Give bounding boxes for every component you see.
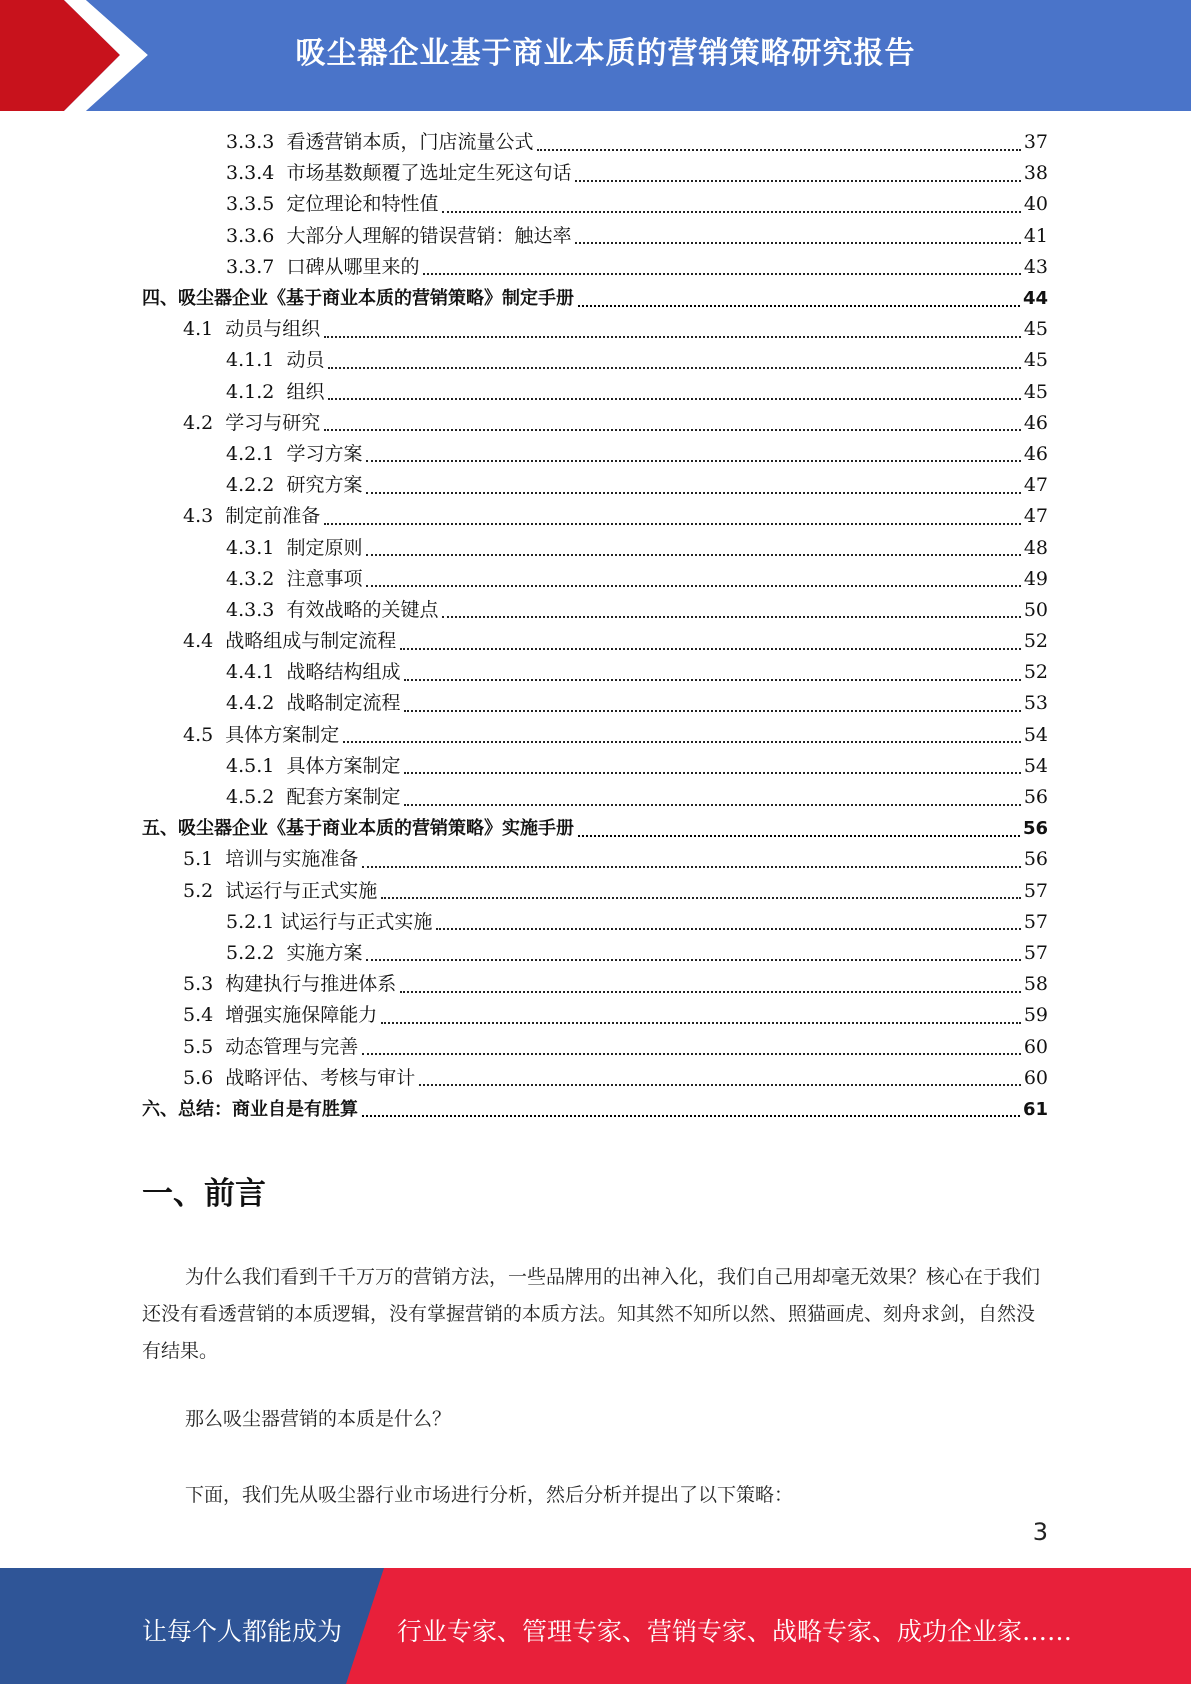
toc-entry-number: 4.3.3 xyxy=(226,598,287,621)
toc-leader-dots xyxy=(324,523,1021,525)
toc-entry-number: 3.3.3 xyxy=(226,131,287,154)
toc-entry-title: 有效战略的关键点 xyxy=(286,598,439,621)
toc-entry-title: 战略制定流程 xyxy=(286,692,401,715)
toc-entry-page: 47 xyxy=(1023,474,1048,497)
toc-entry-number: 4.4.2 xyxy=(226,692,287,715)
toc-entry[interactable] xyxy=(0,564,1191,595)
toc-entry[interactable] xyxy=(0,283,1191,314)
toc-entry-page: 53 xyxy=(1023,692,1048,715)
toc-entry[interactable] xyxy=(0,1000,1191,1031)
toc-leader-dots xyxy=(366,959,1020,961)
toc-entry-number: 3.3.6 xyxy=(226,224,287,247)
toc-entry-title: 构建执行与推进体系 xyxy=(225,973,397,996)
toc-leader-dots xyxy=(578,305,1020,307)
toc-entry-number: 5.5 xyxy=(183,1035,226,1058)
toc-entry[interactable] xyxy=(0,751,1191,782)
toc-leader-dots xyxy=(436,928,1020,930)
toc-entry-number: 5.3 xyxy=(183,973,226,996)
toc-entry-number: 5.2.2 xyxy=(226,941,287,964)
toc-leader-dots xyxy=(404,679,1020,681)
toc-entry-page: 58 xyxy=(1023,973,1048,996)
toc-entry[interactable] xyxy=(0,314,1191,345)
toc-entry[interactable] xyxy=(0,158,1191,189)
toc-entry-page: 43 xyxy=(1023,255,1048,278)
paragraph: 为什么我们看到千千万万的营销方法，一些品牌用的出神入化，我们自己用却毫无效果？核心在于我们还没有看透营销的本质逻辑，没有掌握营销的本质方法。知其然不知所以然、照猫画虎、刻舟求剑，自然没有结果。 xyxy=(142,1266,1041,1362)
toc-entry-title: 培训与实施准备 xyxy=(225,848,359,871)
toc-entry-page: 38 xyxy=(1023,162,1048,185)
toc-entry-title: 制定前准备 xyxy=(225,505,321,528)
toc-entry[interactable] xyxy=(0,657,1191,688)
toc-entry[interactable] xyxy=(0,969,1191,1000)
page-footer xyxy=(0,1568,1191,1684)
toc-entry[interactable] xyxy=(0,408,1191,439)
toc-entry-number: 4.2.2 xyxy=(226,474,287,497)
toc-leader-dots xyxy=(328,367,1020,369)
footer-slogan-left: 让每个人都能成为 xyxy=(142,1617,343,1646)
toc-entry[interactable] xyxy=(0,470,1191,501)
paragraph: 那么吸尘器营销的本质是什么？ xyxy=(185,1408,452,1430)
toc-entry-title: 市场基数颠覆了选址定生死这句话 xyxy=(286,162,572,185)
toc-entry[interactable] xyxy=(0,720,1191,751)
toc-entry-page: 56 xyxy=(1023,848,1048,871)
toc-entry-title: 动态管理与完善 xyxy=(225,1035,359,1058)
toc-leader-dots xyxy=(366,492,1020,494)
toc-entry-title: 动员与组织 xyxy=(225,318,321,341)
toc-entry-title: 试运行与正式实施 xyxy=(225,879,378,902)
toc-leader-dots xyxy=(404,772,1020,774)
toc-entry-number: 4.1.2 xyxy=(226,380,287,403)
toc-entry-number: 4.1.1 xyxy=(226,349,287,372)
toc-leader-dots xyxy=(366,460,1020,462)
toc-entry-title: 定位理论和特性值 xyxy=(286,193,439,216)
toc-entry-page: 49 xyxy=(1023,567,1048,590)
toc-leader-dots xyxy=(442,616,1020,618)
toc-leader-dots xyxy=(423,273,1020,275)
toc-entry-number: 5.2 xyxy=(183,879,226,902)
toc-entry[interactable] xyxy=(0,501,1191,532)
toc-entry-title: 实施方案 xyxy=(286,941,363,964)
report-title: 吸尘器企业基于商业本质的营销策略研究报告 xyxy=(295,36,916,71)
toc-entry[interactable] xyxy=(0,252,1191,283)
toc-entry[interactable] xyxy=(0,782,1191,813)
toc-entry-number: 4.1 xyxy=(183,318,226,341)
toc-entry[interactable] xyxy=(0,439,1191,470)
toc-entry[interactable] xyxy=(0,1031,1191,1062)
toc-leader-dots xyxy=(366,585,1020,587)
page-header xyxy=(0,0,1191,111)
toc-entry-title: 学习与研究 xyxy=(225,411,321,434)
toc-entry-page: 60 xyxy=(1023,1035,1048,1058)
toc-entry-page: 54 xyxy=(1023,754,1048,777)
toc-entry-title: 战略组成与制定流程 xyxy=(225,630,397,653)
toc-entry-title: 吸尘器企业《基于商业本质的营销策略》实施手册 xyxy=(178,818,574,840)
toc-entry[interactable] xyxy=(0,377,1191,408)
toc-entry-number: 5.1 xyxy=(183,848,226,871)
toc-leader-dots xyxy=(575,242,1020,244)
toc-entry-number: 4.2.1 xyxy=(226,442,287,465)
toc-entry-title: 学习方案 xyxy=(286,442,363,465)
toc-leader-dots xyxy=(404,804,1020,806)
toc-entry-page: 56 xyxy=(1023,786,1048,809)
toc-entry-number: 5.4 xyxy=(183,1004,226,1027)
toc-entry-number: 4.5.1 xyxy=(226,754,287,777)
toc-entry-number: 4.4.1 xyxy=(226,661,287,684)
toc-leader-dots xyxy=(537,149,1020,151)
table-of-contents xyxy=(0,127,1191,1125)
toc-entry-page: 48 xyxy=(1023,536,1048,559)
toc-leader-dots xyxy=(578,835,1020,837)
toc-entry[interactable] xyxy=(0,844,1191,875)
toc-entry-number: 六、 xyxy=(142,1098,178,1120)
toc-entry-title: 大部分人理解的错误营销：触达率 xyxy=(286,224,572,247)
toc-entry-page: 52 xyxy=(1023,630,1048,653)
toc-entry[interactable] xyxy=(0,127,1191,158)
toc-entry[interactable] xyxy=(0,938,1191,969)
toc-entry[interactable] xyxy=(0,595,1191,626)
toc-entry-page: 45 xyxy=(1023,318,1048,341)
toc-entry-number: 3.3.4 xyxy=(226,162,287,185)
toc-entry-title: 研究方案 xyxy=(286,474,363,497)
toc-entry-title: 口碑从哪里来的 xyxy=(286,255,420,278)
toc-entry[interactable] xyxy=(0,626,1191,657)
toc-leader-dots xyxy=(362,1053,1021,1055)
toc-entry-page: 54 xyxy=(1023,723,1048,746)
toc-entry-page: 41 xyxy=(1023,224,1048,247)
toc-entry-page: 44 xyxy=(1022,288,1048,310)
toc-entry-page: 57 xyxy=(1023,910,1048,933)
toc-leader-dots xyxy=(381,1022,1021,1024)
toc-leader-dots xyxy=(343,741,1021,743)
toc-entry-title: 动员 xyxy=(286,349,325,372)
toc-entry-page: 40 xyxy=(1023,193,1048,216)
toc-entry-page: 50 xyxy=(1023,598,1048,621)
toc-entry-title: 组织 xyxy=(286,380,325,403)
toc-entry[interactable] xyxy=(0,345,1191,376)
toc-leader-dots xyxy=(366,554,1020,556)
toc-entry-number: 4.3 xyxy=(183,505,226,528)
toc-entry-number: 4.3.2 xyxy=(226,567,287,590)
toc-entry-number: 4.2 xyxy=(183,411,226,434)
toc-entry-number: 3.3.5 xyxy=(226,193,287,216)
toc-entry-page: 52 xyxy=(1023,661,1048,684)
toc-entry-title: 看透营销本质，门店流量公式 xyxy=(286,131,534,154)
toc-entry-number: 4.5 xyxy=(183,723,226,746)
toc-entry-page: 61 xyxy=(1022,1098,1048,1120)
toc-entry-page: 56 xyxy=(1022,818,1048,840)
page-number: 3 xyxy=(1032,1518,1048,1546)
toc-entry-page: 37 xyxy=(1023,131,1048,154)
toc-entry[interactable] xyxy=(0,688,1191,719)
toc-entry-page: 57 xyxy=(1023,879,1048,902)
toc-entry[interactable] xyxy=(0,1094,1191,1125)
toc-entry-title: 具体方案制定 xyxy=(286,754,401,777)
toc-entry-title: 试运行与正式实施 xyxy=(280,910,433,933)
toc-leader-dots xyxy=(419,1084,1021,1086)
toc-leader-dots xyxy=(328,398,1020,400)
toc-leader-dots xyxy=(442,211,1020,213)
toc-entry[interactable] xyxy=(0,907,1191,938)
toc-entry-page: 46 xyxy=(1023,411,1048,434)
toc-entry[interactable] xyxy=(0,221,1191,252)
toc-entry-title: 吸尘器企业《基于商业本质的营销策略》制定手册 xyxy=(178,288,574,310)
toc-entry-page: 60 xyxy=(1023,1066,1048,1089)
toc-entry-page: 45 xyxy=(1023,349,1048,372)
toc-leader-dots xyxy=(400,991,1021,993)
section-heading: 一、前言 xyxy=(142,1176,266,1212)
toc-entry[interactable] xyxy=(0,1063,1191,1094)
toc-entry-title: 注意事项 xyxy=(286,567,363,590)
footer-slogan-right: 行业专家、管理专家、营销专家、战略专家、成功企业家…… xyxy=(397,1617,1073,1646)
toc-entry-title: 配套方案制定 xyxy=(286,786,401,809)
toc-entry[interactable] xyxy=(0,532,1191,563)
toc-entry-title: 总结：商业自是有胜算 xyxy=(178,1098,358,1120)
toc-leader-dots xyxy=(324,429,1021,431)
toc-entry-number: 五、 xyxy=(142,818,178,840)
toc-entry-title: 增强实施保障能力 xyxy=(225,1004,378,1027)
toc-entry-number: 4.3.1 xyxy=(226,536,287,559)
toc-entry-number: 5.2.1 xyxy=(226,910,281,933)
toc-leader-dots xyxy=(404,710,1020,712)
toc-entry-title: 战略评估、考核与审计 xyxy=(225,1066,416,1089)
toc-leader-dots xyxy=(324,336,1021,338)
paragraph: 下面，我们先从吸尘器行业市场进行分析，然后分析并提出了以下策略： xyxy=(185,1484,794,1506)
toc-entry-number: 四、 xyxy=(142,288,178,310)
toc-entry[interactable] xyxy=(0,813,1191,844)
toc-entry-page: 45 xyxy=(1023,380,1048,403)
toc-entry-page: 59 xyxy=(1023,1004,1048,1027)
toc-entry-title: 制定原则 xyxy=(286,536,363,559)
toc-entry-number: 4.4 xyxy=(183,630,226,653)
toc-entry-page: 46 xyxy=(1023,442,1048,465)
toc-leader-dots xyxy=(362,1115,1020,1117)
toc-entry-title: 具体方案制定 xyxy=(225,723,340,746)
toc-entry[interactable] xyxy=(0,189,1191,220)
toc-leader-dots xyxy=(400,648,1021,650)
toc-entry-title: 战略结构组成 xyxy=(286,661,401,684)
toc-entry-number: 3.3.7 xyxy=(226,255,287,278)
toc-leader-dots xyxy=(575,180,1020,182)
toc-entry[interactable] xyxy=(0,876,1191,907)
toc-leader-dots xyxy=(381,897,1021,899)
toc-leader-dots xyxy=(362,866,1021,868)
toc-entry-page: 47 xyxy=(1023,505,1048,528)
toc-entry-page: 57 xyxy=(1023,941,1048,964)
toc-entry-number: 4.5.2 xyxy=(226,786,287,809)
toc-entry-number: 5.6 xyxy=(183,1066,226,1089)
